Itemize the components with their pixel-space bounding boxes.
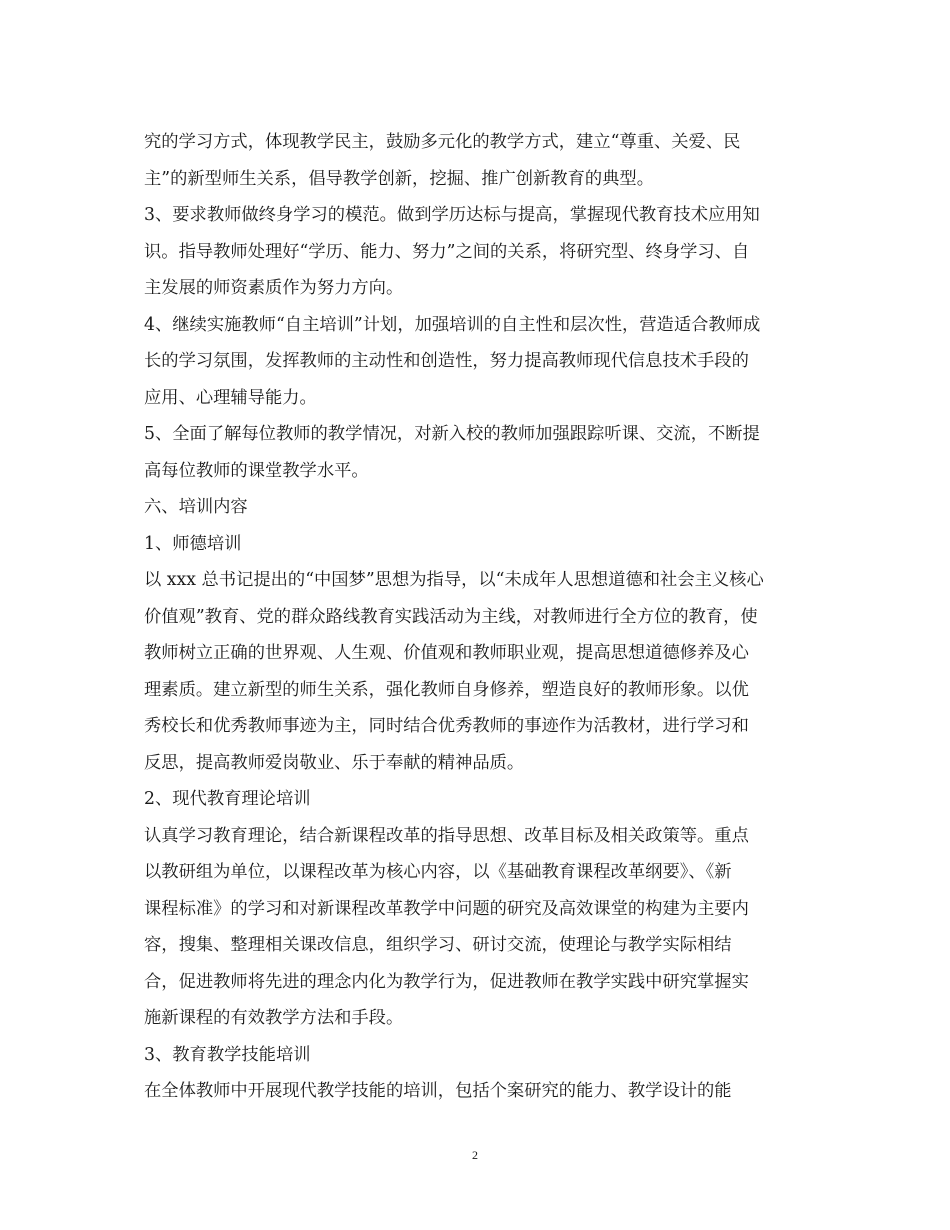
text-line: 课程标准》的学习和对新课程改革教学中问题的研究及高效课堂的构建为主要内 [144, 898, 749, 919]
text-line: 高每位教师的课堂教学水平。 [144, 460, 369, 481]
text-line: 长的学习氛围，发挥教师的主动性和创造性，努力提高教师现代信息技术手段的 [144, 351, 749, 371]
text-line: 教师树立正确的世界观、人生观、价值观和教师职业观，提高思想道德修养及心 [144, 643, 749, 663]
text-line: 价值观”教育、党的群众路线教育实践活动为主线，对教师进行全方位的教育，使 [144, 606, 758, 627]
text-line: 合，促进教师将先进的理念内化为教学行为，促进教师在教学实践中研究掌握实 [144, 971, 749, 992]
text-line: 六、培训内容 [144, 497, 248, 517]
text-line: 主发展的师资素质作为努力方向。 [144, 278, 404, 298]
text-line: 在全体教师中开展现代教学技能的培训，包括个案研究的能力、教学设计的能 [144, 1081, 732, 1101]
text-line: 应用、心理辅导能力。 [144, 387, 317, 408]
text-line: 4、继续实施教师“自主培训”计划，加强培训的自主性和层次性，营造适合教师成 [144, 314, 761, 335]
text-line: 5、全面了解每位教师的教学情况，对新入校的教师加强跟踪听课、交流，不断提 [144, 424, 760, 444]
text-line: 以 xxx 总书记提出的“中国梦”思想为指导，以“未成年人思想道德和社会主义核心 [144, 570, 764, 590]
text-line: 施新课程的有效教学方法和手段。 [144, 1008, 404, 1028]
text-line: 2、现代教育理论培训 [144, 789, 311, 809]
document-body [144, 124, 814, 1110]
text-line: 3、要求教师做终身学习的模范。做到学历达标与提高，掌握现代教育技术应用知 [144, 205, 760, 225]
text-line: 秀校长和优秀教师事迹为主，同时结合优秀教师的事迹作为活教材，进行学习和 [144, 716, 749, 736]
text-line: 以教研组为单位，以课程改革为核心内容，以《基础教育课程改革纲要》、《新 [144, 862, 732, 882]
text-line: 主”的新型师生关系，倡导教学创新，挖掘、推广创新教育的典型。 [144, 168, 654, 189]
text-line: 容，搜集、整理相关课改信息，组织学习、研讨交流，使理论与教学实际相结 [144, 935, 732, 955]
text-line: 反思，提高教师爱岗敬业、乐于奉献的精神品质。 [144, 752, 525, 773]
text-line: 识。指导教师处理好“学历、能力、努力”之间的关系，将研究型、终身学习、自 [144, 241, 750, 262]
text-line: 1、师德培训 [144, 533, 242, 554]
text-line: 理素质。建立新型的师生关系，强化教师自身修养，塑造良好的教师形象。以优 [144, 679, 749, 700]
page-number: 2 [472, 1148, 478, 1162]
text-line: 认真学习教育理论，结合新课程改革的指导思想、改革目标及相关政策等。重点 [144, 825, 749, 846]
text-line: 究的学习方式，体现教学民主，鼓励多元化的教学方式，建立“尊重、关爱、民 [144, 132, 741, 152]
text-line: 3、教育教学技能培训 [144, 1044, 311, 1065]
